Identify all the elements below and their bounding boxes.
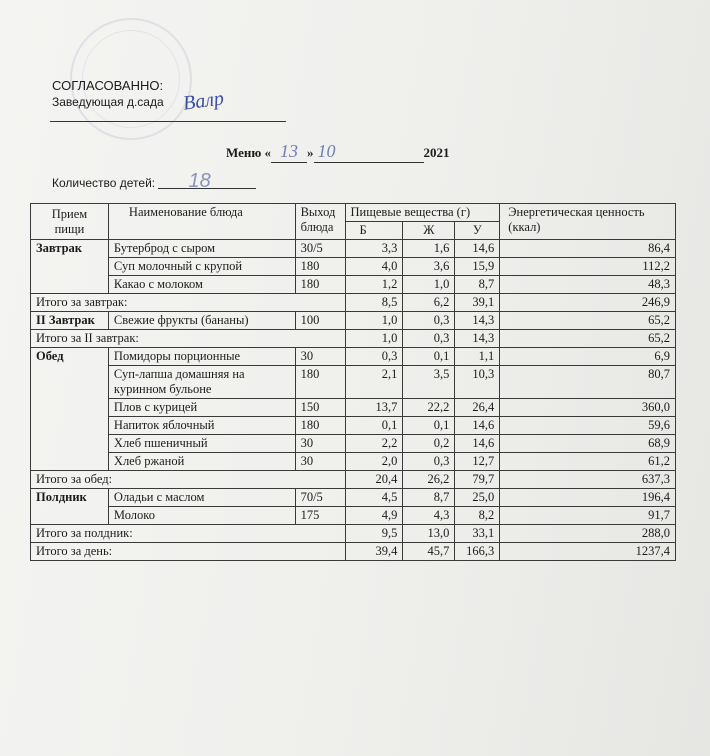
dish-kcal: 48,3 (500, 276, 676, 294)
dish-name: Хлеб ржаной (108, 453, 295, 471)
menu-day: 13 (271, 141, 307, 163)
total-carbs: 166,3 (455, 543, 500, 561)
total-row-snack (31, 525, 676, 543)
dish-name: Хлеб пшеничный (108, 435, 295, 453)
table-row (31, 366, 676, 399)
dish-yield: 180 (295, 258, 345, 276)
dish-fat: 1,6 (403, 240, 455, 258)
dish-protein: 1,2 (345, 276, 403, 294)
total-row-breakfast (31, 294, 676, 312)
total-protein: 8,5 (345, 294, 403, 312)
total-protein: 9,5 (345, 525, 403, 543)
dish-protein: 1,0 (345, 312, 403, 330)
total-protein: 39,4 (345, 543, 403, 561)
table-row (31, 489, 676, 507)
table-header-row (31, 204, 676, 222)
dish-kcal: 61,2 (500, 453, 676, 471)
dish-carbs: 26,4 (455, 399, 500, 417)
dish-protein: 13,7 (345, 399, 403, 417)
dish-yield: 30/5 (295, 240, 345, 258)
total-label: Итого за II завтрак: (31, 330, 346, 348)
dish-kcal: 196,4 (500, 489, 676, 507)
dish-fat: 4,3 (403, 507, 455, 525)
total-carbs: 14,3 (455, 330, 500, 348)
dish-fat: 3,5 (403, 366, 455, 399)
dish-protein: 3,3 (345, 240, 403, 258)
table-row (31, 258, 676, 276)
dish-name: Суп-лапша домашняя на куринном бульоне (108, 366, 295, 399)
total-protein: 20,4 (345, 471, 403, 489)
total-kcal: 246,9 (500, 294, 676, 312)
total-protein: 1,0 (345, 330, 403, 348)
dish-carbs: 14,6 (455, 240, 500, 258)
total-row-day (31, 543, 676, 561)
dish-protein: 4,0 (345, 258, 403, 276)
dish-yield: 70/5 (295, 489, 345, 507)
header-fat: Ж (403, 222, 455, 240)
total-row-lunch (31, 471, 676, 489)
total-fat: 13,0 (403, 525, 455, 543)
total-label: Итого за завтрак: (31, 294, 346, 312)
meal-snack: Полдник (31, 489, 109, 525)
dish-protein: 4,9 (345, 507, 403, 525)
menu-month: 10 (314, 141, 424, 163)
dish-carbs: 1,1 (455, 348, 500, 366)
dish-fat: 0,1 (403, 417, 455, 435)
approver-title: Заведующая д.сада (52, 95, 164, 109)
handwritten-signature: Валр (181, 87, 226, 115)
total-label: Итого за полдник: (31, 525, 346, 543)
dish-yield: 180 (295, 276, 345, 294)
table-row (31, 435, 676, 453)
dish-protein: 2,2 (345, 435, 403, 453)
dish-kcal: 360,0 (500, 399, 676, 417)
dish-fat: 1,0 (403, 276, 455, 294)
dish-name: Оладьи с маслом (108, 489, 295, 507)
dish-yield: 150 (295, 399, 345, 417)
meal-breakfast: Завтрак (31, 240, 109, 294)
total-carbs: 39,1 (455, 294, 500, 312)
dish-yield: 180 (295, 417, 345, 435)
header-nutrients: Пищевые вещества (г) (345, 204, 500, 222)
dish-protein: 2,0 (345, 453, 403, 471)
total-row-second-breakfast (31, 330, 676, 348)
menu-table (30, 203, 676, 561)
dish-kcal: 91,7 (500, 507, 676, 525)
dish-carbs: 10,3 (455, 366, 500, 399)
dish-fat: 0,3 (403, 312, 455, 330)
meal-lunch: Обед (31, 348, 109, 471)
total-carbs: 33,1 (455, 525, 500, 543)
dish-carbs: 14,6 (455, 435, 500, 453)
dish-fat: 0,2 (403, 435, 455, 453)
dish-name: Молоко (108, 507, 295, 525)
total-fat: 0,3 (403, 330, 455, 348)
dish-carbs: 15,9 (455, 258, 500, 276)
table-row (31, 240, 676, 258)
dish-kcal: 59,6 (500, 417, 676, 435)
dish-name: Какао с молоком (108, 276, 295, 294)
children-count-line (52, 170, 256, 192)
dish-kcal: 65,2 (500, 312, 676, 330)
header-energy: Энергетическая ценность (ккал) (500, 204, 676, 240)
dish-carbs: 14,3 (455, 312, 500, 330)
table-row (31, 507, 676, 525)
header-protein: Б (345, 222, 403, 240)
header-meal: Прием пищи (31, 204, 109, 240)
dish-name: Помидоры порционные (108, 348, 295, 366)
dish-kcal: 80,7 (500, 366, 676, 399)
dish-name: Плов с курицей (108, 399, 295, 417)
children-count: 18 (158, 174, 256, 189)
menu-year: 2021 (423, 145, 450, 160)
children-label: Количество детей: (52, 176, 156, 190)
menu-label: Меню « (226, 145, 272, 160)
dish-protein: 0,1 (345, 417, 403, 435)
dish-kcal: 86,4 (500, 240, 676, 258)
dish-fat: 0,1 (403, 348, 455, 366)
total-label: Итого за обед: (31, 471, 346, 489)
dish-carbs: 12,7 (455, 453, 500, 471)
dish-fat: 0,3 (403, 453, 455, 471)
dish-kcal: 6,9 (500, 348, 676, 366)
dish-fat: 22,2 (403, 399, 455, 417)
dish-yield: 30 (295, 348, 345, 366)
dish-yield: 30 (295, 435, 345, 453)
total-kcal: 637,3 (500, 471, 676, 489)
table-row (31, 417, 676, 435)
table-row (31, 399, 676, 417)
dish-carbs: 8,2 (455, 507, 500, 525)
dish-carbs: 8,7 (455, 276, 500, 294)
menu-quote: » (307, 145, 314, 160)
total-fat: 6,2 (403, 294, 455, 312)
dish-name: Бутерброд с сыром (108, 240, 295, 258)
dish-name: Свежие фрукты (бананы) (108, 312, 295, 330)
header-carbs: У (455, 222, 500, 240)
dish-protein: 2,1 (345, 366, 403, 399)
signature-line (50, 121, 286, 122)
table-row (31, 453, 676, 471)
total-carbs: 79,7 (455, 471, 500, 489)
dish-yield: 175 (295, 507, 345, 525)
total-fat: 45,7 (403, 543, 455, 561)
dish-fat: 8,7 (403, 489, 455, 507)
table-row (31, 312, 676, 330)
dish-kcal: 112,2 (500, 258, 676, 276)
dish-fat: 3,6 (403, 258, 455, 276)
dish-name: Суп молочный с крупой (108, 258, 295, 276)
total-kcal: 65,2 (500, 330, 676, 348)
meal-second-breakfast: II Завтрак (31, 312, 109, 330)
total-fat: 26,2 (403, 471, 455, 489)
dish-carbs: 14,6 (455, 417, 500, 435)
menu-date-line (226, 141, 450, 163)
table-row (31, 276, 676, 294)
approval-heading: СОГЛАСОВАННО: (52, 78, 164, 93)
dish-yield: 100 (295, 312, 345, 330)
total-kcal: 1237,4 (500, 543, 676, 561)
dish-carbs: 25,0 (455, 489, 500, 507)
dish-kcal: 68,9 (500, 435, 676, 453)
dish-name: Напиток яблочный (108, 417, 295, 435)
dish-yield: 180 (295, 366, 345, 399)
table-row (31, 348, 676, 366)
total-kcal: 288,0 (500, 525, 676, 543)
header-yield: Выход блюда (295, 204, 345, 240)
dish-protein: 0,3 (345, 348, 403, 366)
dish-protein: 4,5 (345, 489, 403, 507)
dish-yield: 30 (295, 453, 345, 471)
header-dish: Наименование блюда (108, 204, 295, 240)
total-label: Итого за день: (31, 543, 346, 561)
